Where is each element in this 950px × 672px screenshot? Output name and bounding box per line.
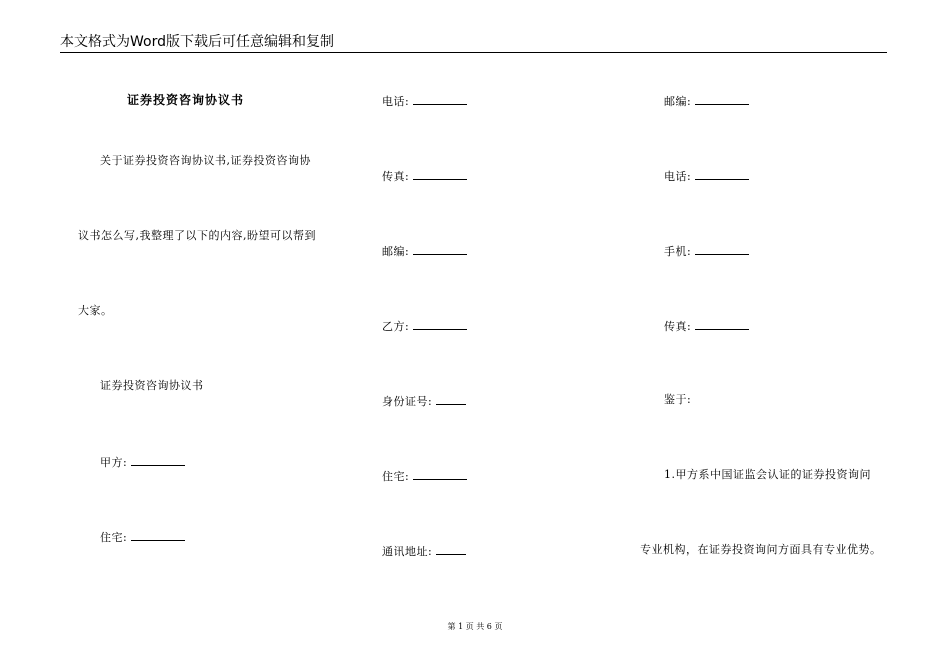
party-b-fax-blank[interactable] xyxy=(695,318,749,330)
party-b-residence-field xyxy=(382,468,467,484)
clause-1-line-1: 1.甲方系中国证监会认证的证券投资询问 xyxy=(664,468,871,481)
intro-line-3: 大家。 xyxy=(78,304,113,317)
party-a-residence-label: 住宅: xyxy=(100,531,128,544)
party-b-mobile-field xyxy=(664,243,749,259)
party-b-address-field xyxy=(382,543,466,559)
party-a-label: 甲方: xyxy=(100,456,128,469)
party-b-field xyxy=(382,318,467,334)
whereas-heading: 鉴于: xyxy=(664,393,692,406)
party-b-phone-field xyxy=(664,168,749,184)
party-b-fax-label: 传真: xyxy=(664,320,692,333)
party-b-address-blank[interactable] xyxy=(436,543,466,555)
party-b-mobile-blank[interactable] xyxy=(695,243,749,255)
party-b-phone-blank[interactable] xyxy=(695,168,749,180)
party-b-phone-label: 电话: xyxy=(664,170,692,183)
document-header: 本文格式为Word版下载后可任意编辑和复制 xyxy=(60,34,334,50)
party-b-id-field xyxy=(382,393,466,409)
header-rule xyxy=(60,52,887,53)
party-b-residence-label: 住宅: xyxy=(382,470,410,483)
party-b-id-label: 身份证号: xyxy=(382,395,433,408)
party-a-residence-field xyxy=(100,529,185,545)
party-b-blank[interactable] xyxy=(413,318,467,330)
document-title: 证券投资咨询协议书 xyxy=(127,93,245,107)
intro-line-2: 议书怎么写,我整理了以下的内容,盼望可以帮到 xyxy=(78,229,316,242)
party-a-fax-label: 传真: xyxy=(382,170,410,183)
agreement-heading: 证券投资咨询协议书 xyxy=(100,379,204,392)
party-b-address-label: 通讯地址: xyxy=(382,545,433,558)
party-b-mobile-label: 手机: xyxy=(664,245,692,258)
party-b-postcode-label: 邮编: xyxy=(664,95,692,108)
party-b-id-blank[interactable] xyxy=(436,393,466,405)
party-a-postcode-label: 邮编: xyxy=(382,245,410,258)
party-a-fax-blank[interactable] xyxy=(413,168,467,180)
party-a-phone-label: 电话: xyxy=(382,95,410,108)
party-b-residence-blank[interactable] xyxy=(413,468,467,480)
party-b-label: 乙方: xyxy=(382,320,410,333)
party-a-field xyxy=(100,454,185,470)
party-a-blank[interactable] xyxy=(131,454,185,466)
party-a-phone-blank[interactable] xyxy=(413,93,467,105)
party-a-fax-field xyxy=(382,168,467,184)
party-a-postcode-field xyxy=(382,243,467,259)
party-b-postcode-field xyxy=(664,93,749,109)
party-b-postcode-blank[interactable] xyxy=(695,93,749,105)
page-number: 第 1 页 共 6 页 xyxy=(447,622,503,631)
party-b-fax-field xyxy=(664,318,749,334)
party-a-postcode-blank[interactable] xyxy=(413,243,467,255)
party-a-residence-blank[interactable] xyxy=(131,529,185,541)
clause-1-line-2: 专业机构，在证券投资询问方面具有专业优势。 xyxy=(640,543,882,556)
intro-line-1: 关于证券投资咨询协议书,证券投资咨询协 xyxy=(100,154,311,167)
party-a-phone-field xyxy=(382,93,467,109)
